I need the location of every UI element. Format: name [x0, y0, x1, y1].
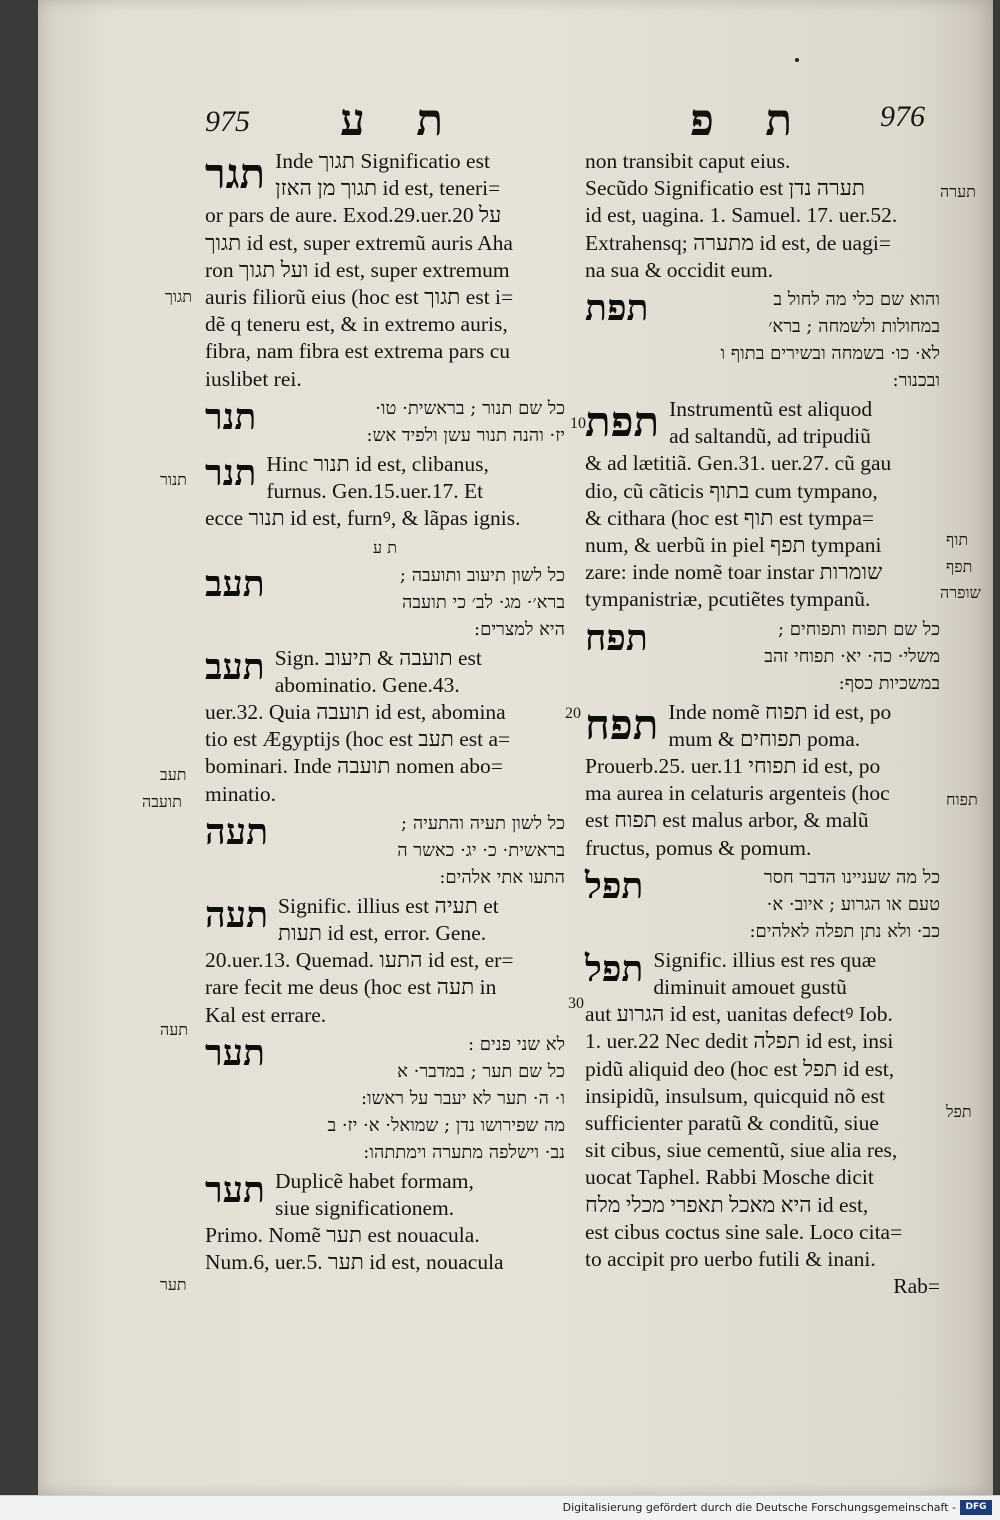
margin-note: תפל [946, 1102, 972, 1121]
text-line: furnus. Gen.15.uer.17. Et [266, 479, 484, 504]
hebrew-line: היא למצרים: [474, 618, 565, 640]
hebrew-line: לא שני פנים : [467, 1033, 565, 1055]
hebrew-line: כל לשון תיעוב ותועבה ; [399, 564, 565, 586]
text-line: ecce תנור id est, furnꝰ, & lãpas ignis. [205, 506, 521, 531]
text-line: diminuit amouet gustũ [653, 975, 847, 1000]
text-line: & ad lætitiã. Gen.31. uer.27. cũ gau [585, 451, 892, 476]
text-line: היא מאכל תאפרי מכלי מלח id est, [585, 1192, 869, 1217]
text-line: fibra, nam fibra est extrema pars cu [205, 339, 511, 364]
text-line: Signific. illius est res quæ [653, 947, 877, 972]
text-line: num, & uerbũ in piel תפף tympani [585, 533, 882, 558]
text-line: auris filiorũ eius (hoc est תגוך est i= [205, 285, 514, 310]
entry-headword: תנר [205, 395, 257, 438]
text-line: rare fecit me deus (hoc est תעה in [205, 975, 497, 1000]
text-line: Extrahensq; מתערה id est, de uagi= [585, 230, 891, 255]
hebrew-line: במחולות ולשמחה ; ברא׳ [768, 316, 940, 338]
funding-notice: Digitalisierung gefördert durch die Deutsche Forschungsgemeinschaft - [562, 1501, 956, 1514]
text-line: mum & תפוחים poma. [668, 726, 861, 751]
text-line: to accipit pro uerbo futili & inani. [585, 1247, 876, 1272]
right-running-header: ת פ [690, 95, 811, 146]
text-line: minatio. [205, 781, 277, 806]
text-line: abominatio. Gene.43. [274, 672, 460, 697]
margin-note: תפוח [946, 790, 978, 809]
text-line: est cibus coctus sine sale. Loco cita= [585, 1219, 903, 1244]
hebrew-line: כל שם תפוח ותפוחים ; [777, 618, 940, 640]
left-running-header: ת ע [340, 95, 462, 146]
ink-dot [795, 58, 799, 62]
entry-headword: תעה [205, 893, 269, 936]
dfg-logo: DFG [960, 1500, 992, 1515]
catchword: Rab= [893, 1274, 940, 1299]
hebrew-line: משלי· כה· יא· תפוחי זהב [764, 645, 940, 667]
entry-headword: תעב [205, 562, 265, 605]
margin-note: תער [160, 1275, 187, 1294]
text-line: ad saltandũ, ad tripudiũ [669, 424, 871, 449]
text-line: est תפוח est malus arbor, & malũ [585, 808, 869, 833]
line-number: 20 [565, 705, 581, 722]
right-page-number: 976 [880, 100, 925, 133]
text-line: Signific. illius est תעיה et [278, 893, 499, 918]
text-line: Instrumentũ est aliquod [669, 397, 873, 422]
text-line: Duplicẽ habet formam, [275, 1168, 474, 1193]
entry-headword: תעב [205, 645, 265, 688]
entry-headword: תפח [585, 699, 659, 749]
text-line: תגוך id est, super extremũ auris Aha [205, 230, 513, 255]
hebrew-line: במשכיות כסף: [838, 672, 940, 694]
hebrew-line: לא· כו· בשמחה ובשירים בתוף ו [720, 343, 940, 365]
text-line: Inde nomẽ תפוח id est, po [668, 699, 892, 724]
hebrew-line: יז· והנה תנור עשן ולפיד אש: [366, 424, 565, 446]
entry [205, 1168, 565, 1277]
text-line: sit cibus, siue cementũ, siue alia res, [585, 1138, 898, 1163]
text-line: uer.32. Quia תועבה id est, abomina [205, 700, 506, 725]
text-line: tio est Ægyptijs (hoc est תעב est a= [205, 727, 511, 752]
entry [585, 699, 940, 862]
text-line: sufficienter paratũ & conditũ, siue [585, 1111, 879, 1136]
right-column [585, 148, 940, 1303]
text-line: tympanistriæ, pcutiẽtes tympanũ. [585, 587, 871, 612]
entry-headword: תנר [205, 451, 257, 494]
text-line: non transibit caput eius. [585, 149, 791, 173]
text-line: 20.uer.13. Quemad. התעו id est, er= [205, 948, 514, 973]
entry [585, 864, 940, 945]
text-line: Hinc תנור id est, clibanus, [266, 451, 489, 476]
hebrew-line: טעם או הגרוע ; איוב· א· [766, 893, 940, 915]
hebrew-line: בראשית· כ· יג· כאשר ה [397, 839, 565, 861]
text-line: dio, cũ cãticis בתוף cum tympano, [585, 478, 878, 503]
entry [205, 893, 565, 1029]
text-line: zare: inde nomẽ toar instar שומרות [585, 560, 883, 585]
text-line: bominari. Inde תועבה nomen abo= [205, 754, 503, 779]
entry-headword: תפל [585, 947, 644, 990]
entry [205, 1031, 565, 1166]
hebrew-line: ובכנור: [892, 370, 940, 392]
entry [585, 947, 940, 1301]
text-line: ron ועל תגוך id est, super extremum [205, 257, 510, 282]
margin-note: תגוך [165, 287, 192, 306]
entry [205, 451, 565, 533]
entry [205, 810, 565, 891]
text-line: Prouerb.25. uer.11 תפוחי id est, po [585, 754, 881, 779]
text-line: iuslibet rei. [205, 366, 302, 391]
entry-headword: תפת [585, 287, 649, 330]
entry [205, 562, 565, 643]
text-line: תעות id est, error. Gene. [278, 921, 487, 946]
hebrew-line: כל מה שעניינו הדבר חסר [763, 866, 940, 888]
left-page-number: 975 [205, 105, 250, 138]
hebrew-line: כל שם תער ; במדבר· א [397, 1060, 565, 1082]
text-line: or pars de aure. Exod.29.uer.20 על [205, 203, 502, 228]
text-line: & cithara (hoc est תוף est tympa= [585, 505, 875, 530]
margin-note: תפף [946, 557, 973, 576]
text-line: Primo. Nomẽ תער est nouacula. [205, 1223, 480, 1248]
margin-note: שופרה [940, 583, 981, 602]
margin-note: תערה [940, 182, 976, 201]
entry-headword: תגר [205, 149, 266, 198]
text-line: id est, uagina. 1. Samuel. 17. uer.52. [585, 203, 898, 228]
entry-headword: תער [205, 1031, 266, 1074]
entry [585, 148, 940, 284]
hebrew-line: מה שפירושו נדן ; שמואל· א· יז· ב [327, 1114, 565, 1136]
entry [585, 286, 940, 394]
text-line: Inde תגוך Significatio est [275, 149, 490, 173]
hebrew-line: והוא שם כלי מה לחול ב [773, 289, 940, 311]
text-line: aut הגרוע id est, uanitas defectꝰ Iob. [585, 1002, 893, 1027]
text-line: ma aurea in celaturis argenteis (hoc [585, 781, 890, 806]
text-line: Num.6, uer.5. תער id est, nouacula [205, 1250, 504, 1275]
margin-note: תנור [160, 470, 187, 489]
entry-headword: תער [205, 1168, 266, 1211]
text-line: 1. uer.22 Nec dedit תפלה id est, insi [585, 1029, 894, 1054]
hebrew-line: התעו אתי אלהים: [439, 866, 565, 888]
text-line: pidũ aliquid deo (hoc est תפל id est, [585, 1056, 895, 1081]
footer-bar [0, 1495, 1000, 1520]
line-number: 10 [570, 415, 586, 432]
text-line: siue significationem. [275, 1196, 455, 1221]
text-line: תגוך מן האזן id est, teneri= [275, 176, 501, 201]
text-line: uocat Taphel. Rabbi Mosche dicit [585, 1165, 874, 1190]
text-line: insipidũ, insulsum, quicquid nõ est [585, 1083, 885, 1108]
text-line: na sua & occidit eum. [585, 257, 774, 282]
margin-note: תעב [160, 765, 187, 784]
entry [585, 396, 940, 614]
text-line: dẽ q teneru est, & in extremo auris, [205, 312, 508, 337]
entry [205, 645, 565, 808]
text-line: Secũdo Significatio est תערה נדן [585, 176, 866, 201]
entry-headword: תפת [585, 397, 660, 447]
section-subheading: ת ע [373, 538, 397, 558]
hebrew-line: כב· ולא נתן תפלה לאלהים: [749, 920, 940, 942]
hebrew-line: ו· ה· תער לא יעבר על ראשו: [360, 1087, 565, 1109]
entry-headword: תעה [205, 810, 269, 853]
text-line: Kal est errare. [205, 1002, 327, 1027]
hebrew-line: ברא׳· מג· לב׳ כי תועבה [402, 591, 565, 613]
entry-headword: תפל [585, 864, 644, 907]
hebrew-line: כל לשון תעיה והתעיה ; [401, 812, 565, 834]
hebrew-line: נב· וישלפה מתערה וימתתהו: [363, 1141, 565, 1163]
text-line: Sign. תועבה & תיעוב est [274, 645, 482, 670]
margin-note: תעה [160, 1020, 189, 1039]
text-line: fructus, pomus & pomum. [585, 835, 812, 860]
entry-headword: תפח [585, 616, 648, 659]
hebrew-line: כל שם תנור ; בראשית· טו· [375, 397, 565, 419]
line-number: 30 [568, 995, 584, 1012]
left-column [205, 148, 565, 1279]
margin-note: תוף [946, 530, 969, 549]
margin-note: תועבה [142, 792, 182, 811]
entry [205, 148, 565, 393]
entry [585, 616, 940, 697]
entry [205, 395, 565, 449]
